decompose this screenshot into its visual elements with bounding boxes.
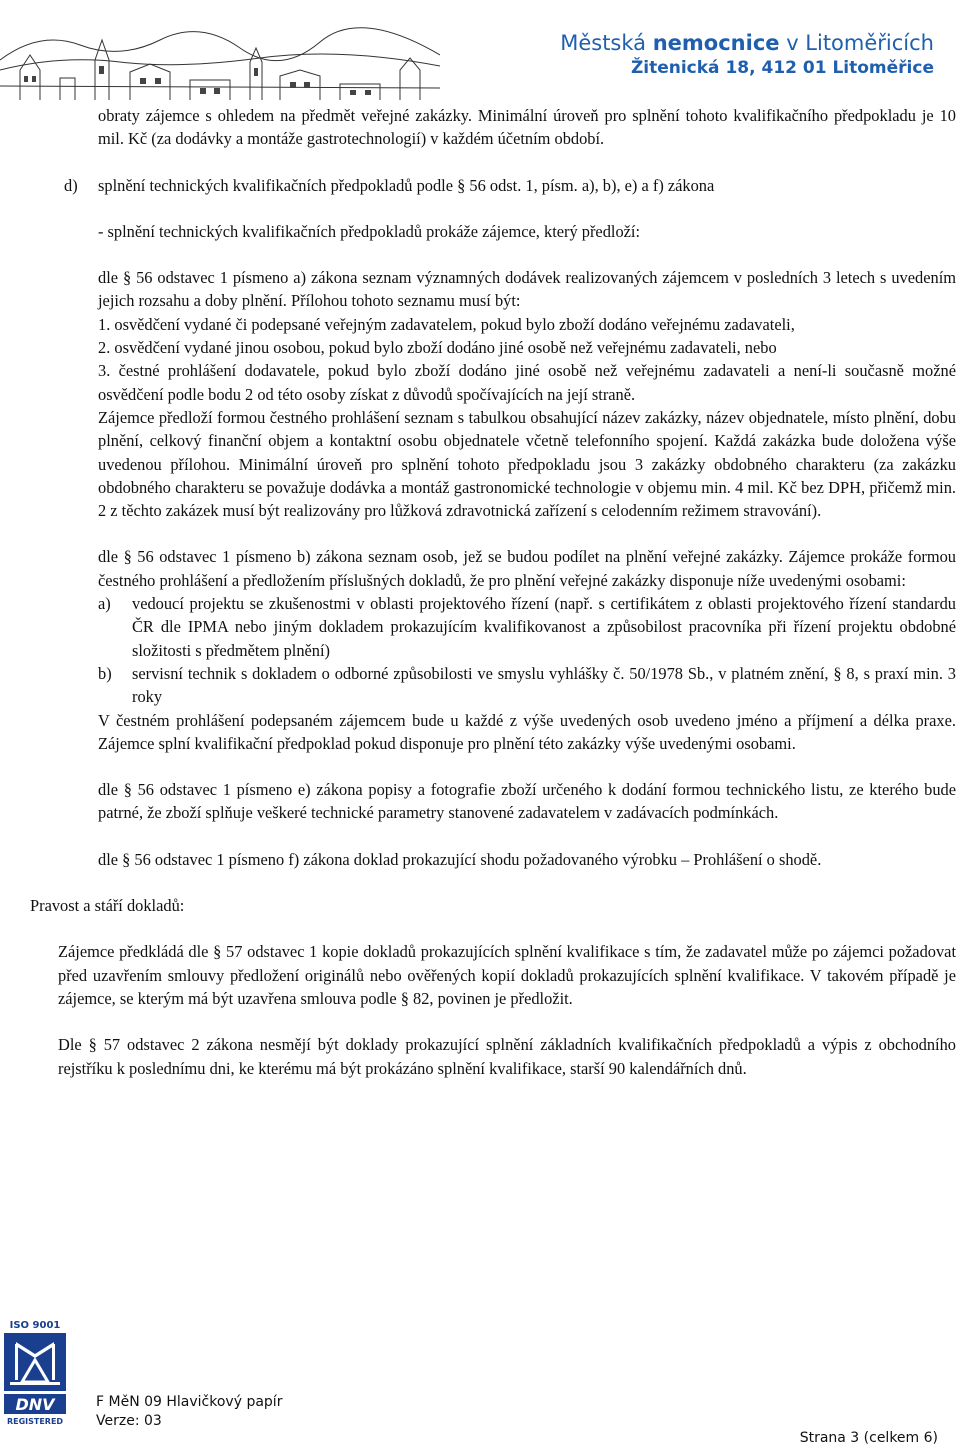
paragraph-turnover: obraty zájemce s ohledem na předmět veřejné zakázky. Minimální úroveň pro splnění tohoto kvalifikačního předpokladu je 10 mil. Kč (za dodávky a montáže gastrotechnologií) v každém účetním období. — [98, 106, 956, 149]
item-d-text: splnění technických kvalifikačních předpokladů podle § 56 odst. 1, písm. a), b), e) a f) zákona — [98, 175, 715, 195]
list-a-1: 1. osvědčení vydané či podepsané veřejným zadavatelem, pokud bylo zboží dodáno veřejnému zadavateli, — [98, 314, 795, 334]
paragraph-e: dle § 56 odstavec 1 písmeno e) zákona popisy a fotografie zboží určeného k dodání formou technického listu, ze kterého bude patrné, že zboží splňuje veškeré technické parametry stanovené zadavatelem v zadávacích podmínkách. — [98, 780, 956, 823]
paragraph-validity-1: Zájemce předkládá dle § 57 odstavec 1 kopie dokladů prokazujících splnění kvalifikace s tím, že zadavatel může po zájemci požadovat před uzavřením smlouvy předložení originálů nebo ověřených kopií dokladů prokazujících splnění kvalifikace. V takovém případě je zájemce, se kterým má být uzavřena smlouva podle § 82, povinen je předložit. — [58, 942, 956, 1008]
section-heading: Pravost a stáří dokladů: — [30, 896, 185, 916]
item-b-a: a) vedoucí projektu se zkušenostmi v oblasti projektového řízení (např. s certifikátem z oblasti projektového řízení standardu ČR dle IPMA nebo jiným dokladem prokazujícím kvalifikovanost a způsobilost pracovníka při řízení projektu obdobné složitosti s předmětem plnění) — [98, 594, 956, 660]
paragraph-b-end: V čestném prohlášení podepsaném zájemcem bude u každé z výše uvedených osob uvedeno jméno a příjmení a délka praxe. Zájemce splní kvalifikační předpoklad pokud disponuje pro plnění této zakázky výše uvedenými osobami. — [98, 710, 956, 753]
paragraph-b: dle § 56 odstavec 1 písmeno b) zákona seznam osob, jež se budou podílet na plnění veřejné zakázky. Zájemce prokáže formou čestného prohlášení a předložením příslušných dokladů, že pro plnění veřejné zakázky disponuje níže uvedenými osobami: — [98, 547, 956, 590]
town-sketch-illustration — [0, 0, 440, 100]
svg-text:REGISTERED: REGISTERED — [6, 1417, 64, 1426]
footer-document-info — [96, 1393, 282, 1431]
list-a-3: 3. čestné prohlášení dodavatele, pokud bylo zboží dodáno jiné osobě než veřejnému zadavateli a není-li současně možné osvědčení podle bodu 2 od této osoby získat z důvodů spočívajících na její straně. — [98, 361, 956, 404]
paragraph-a-end: Zájemce předloží formou čestného prohlášení seznam s tabulkou obsahující název zakázky, název objednatele, místo plnění, dobu plnění, celkový finanční objem a kontaktní osobu objednatele včetně telefonního spojení. Každá zakázka bude doložena výše uvedenou přílohou. Minimální úroveň pro splnění tohoto předpokladu jsou 3 zakázky obdobného charakteru (za zakázku obdobného charakteru se považuje dodávka a montáž gastronomické technologie v objemu min. 4 mil. Kč bez DPH, přičemž min. 2 z těchto zakázek musí být realizovány pro lůžková zdravotnická zařízení s celodenním režimem stravování). — [98, 407, 956, 521]
item-d: d) splnění technických kvalifikačních předpokladů podle § 56 odst. 1, písm. a), b), e) a f) zákona — [64, 174, 956, 197]
item-b-b: b) servisní technik s dokladem o odborné způsobilosti ve smyslu vyhlášky č. 50/1978 Sb., v platném znění, § 8, s praxí min. 3 roky — [98, 663, 956, 707]
hospital-address: Žitenická 18, 412 01 Litoměřice — [630, 58, 934, 78]
letterhead — [0, 0, 960, 100]
hospital-name: Městská nemocnice v Litoměřicích — [560, 31, 934, 55]
document-body — [30, 104, 956, 1080]
paragraph-a: dle § 56 odstavec 1 písmeno a) zákona seznam významných dodávek realizovaných zájemcem v posledních 3 letech s uvedením jejich rozsahu a doby plnění. Přílohou tohoto seznamu musí být: — [98, 268, 956, 311]
footer-doc-name: F MěN 09 Hlavičkový papír — [96, 1394, 283, 1410]
svg-text:ISO 9001: ISO 9001 — [9, 1320, 61, 1331]
hospital-name-block — [560, 30, 934, 80]
paragraph-intro: - splnění technických kvalifikačních předpokladů prokáže zájemce, který předloží: — [98, 221, 641, 241]
page-number: Strana 3 (celkem 6) — [799, 1430, 938, 1446]
list-a-2: 2. osvědčení vydané jinou osobou, pokud bylo zboží dodáno jiné osobě než veřejnému zadavateli, nebo — [98, 338, 777, 358]
paragraph-validity-2: Dle § 57 odstavec 2 zákona nesmějí být doklady prokazující splnění základních kvalifikačních předpokladů a výpis z obchodního rejstříku k poslednímu dni, ke kterému má být prokázáno splnění kvalifikace, starší 90 kalendářních dnů. — [58, 1035, 956, 1078]
svg-text:DNV: DNV — [15, 1395, 55, 1414]
paragraph-f: dle § 56 odstavec 1 písmeno f) zákona doklad prokazující shodu požadovaného výrobku – Prohlášení o shodě. — [98, 849, 822, 869]
iso-dnv-certification-logo — [0, 1316, 70, 1428]
footer-version: Verze: 03 — [96, 1413, 162, 1429]
